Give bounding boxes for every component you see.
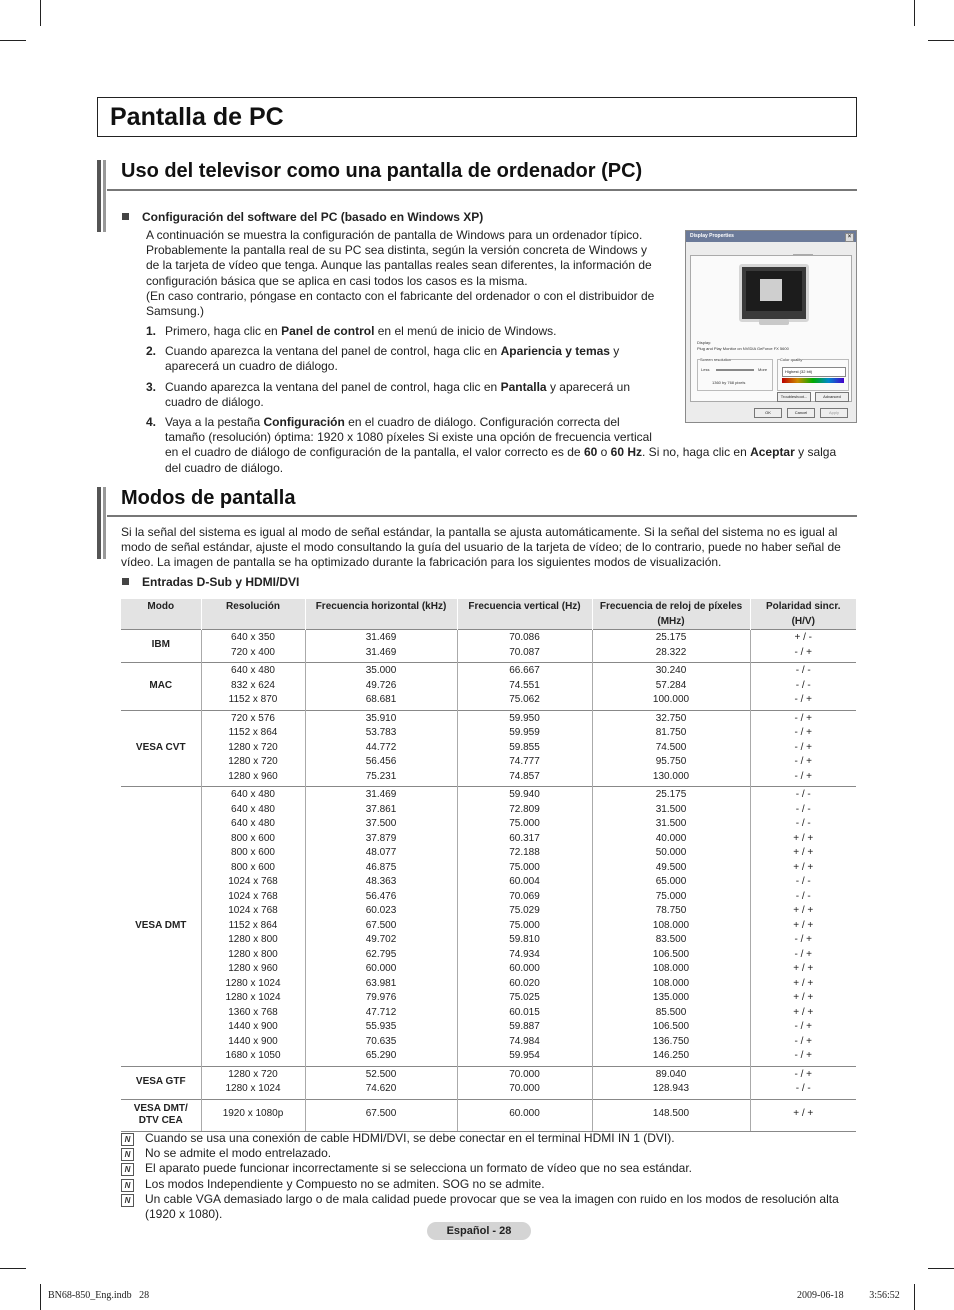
resolution-cell: 640 x 480 832 x 624 1152 x 870 bbox=[201, 663, 305, 711]
v-freq-cell: 66.667 74.551 75.062 bbox=[457, 663, 592, 711]
close-icon: × bbox=[845, 233, 854, 242]
advanced-button: Advanced bbox=[815, 392, 849, 402]
clock-cell: 30.240 57.284 100.000 bbox=[592, 663, 750, 711]
polarity-cell: - / + - / - bbox=[750, 1066, 856, 1099]
polarity-cell: + / - - / + bbox=[750, 630, 856, 663]
mode-cell: MAC bbox=[121, 663, 201, 711]
crop-mark bbox=[928, 1268, 954, 1269]
mode-cell: VESA DMT bbox=[121, 787, 201, 1067]
column-header: Resolución bbox=[201, 599, 305, 630]
clock-cell: 89.040 128.943 bbox=[592, 1066, 750, 1099]
intro-paragraph: A continuación se muestra la configuración de pantalla de Windows para un ordenador típico. Probablemente la pantalla real de su PC sea distinta, según la versión concreta de Windows y de la tarjeta de vídeo que tenga. Aunque las pantallas reales sean diferentes, la información de configuración básica que se aplica en casi todos los casos es la misma. (En caso contrario, póngase en contacto con el fabricante del ordenador o con el distribuidor de Samsung.) bbox=[146, 228, 655, 319]
mode-cell: VESA DMT/ DTV CEA bbox=[121, 1099, 201, 1131]
resolution-cell: 1920 x 1080p bbox=[201, 1099, 305, 1131]
display-properties-dialog bbox=[685, 230, 857, 423]
modes-paragraph: Si la señal del sistema es igual al modo de señal estándar, la pantalla se ajusta automáticamente. Si la señal del sistema no es igual al modo de señal estándar, ajuste el modo consultando la guía del usuario de la tarjeta de vídeo; de lo contrario, puede no haber señal de vídeo. La imagen de pantalla se ha optimizado durante la fabricación para los siguientes modos de visualización. bbox=[121, 525, 841, 570]
polarity-cell: + / + bbox=[750, 1099, 856, 1131]
v-freq-cell: 60.000 bbox=[457, 1099, 592, 1131]
crop-mark bbox=[914, 1284, 915, 1310]
square-bullet-icon bbox=[122, 213, 129, 220]
resolution-group: Screen resolution Less More 1360 by 768 pixels bbox=[697, 359, 773, 391]
monitor-icon bbox=[739, 264, 809, 322]
page-number: Español - 28 bbox=[427, 1222, 531, 1240]
column-header: Frecuencia vertical (Hz) bbox=[457, 599, 592, 630]
resolution-cell: 640 x 480 640 x 480 640 x 480 800 x 600 800 x 600 800 x 600 1024 x 768 1024 x 768 1024 x 768 1152 x 864 1280 x 800 1280 x 800 1280 x 960 1280 x 1024 1280 x 1024 1360 x 768 1440 x 900 1440 x 900 1680 x 1050 bbox=[201, 787, 305, 1067]
table-header-row bbox=[121, 599, 856, 630]
column-header: Frecuencia de reloj de píxeles (MHz) bbox=[592, 599, 750, 630]
step-2: 2. Cuando aparezca la ventana del panel de control, haga clic en Apariencia y temas y aparecerá un cuadro de diálogo. bbox=[146, 344, 620, 374]
page-title-box bbox=[97, 97, 857, 137]
section-title: Uso del televisor como una pantalla de ordenador (PC) bbox=[121, 160, 643, 182]
display-label: Display: bbox=[697, 340, 712, 345]
resolution-cell: 720 x 576 1152 x 864 1280 x 720 1280 x 720 1280 x 960 bbox=[201, 710, 305, 787]
crop-mark bbox=[0, 40, 26, 41]
apply-button: Apply bbox=[820, 408, 848, 418]
section-title: Modos de pantalla bbox=[121, 487, 296, 509]
h-freq-cell: 35.910 53.783 44.772 56.456 75.231 bbox=[305, 710, 457, 787]
polarity-cell: - / - - / - - / + bbox=[750, 663, 856, 711]
polarity-cell: - / - - / - - / - + / + + / + + / + - / - - / - + / + + / + - / + - / + + / + + / + + / + + / + - / + - / + - / + bbox=[750, 787, 856, 1067]
dialog-tabs bbox=[690, 246, 814, 255]
mode-cell: IBM bbox=[121, 630, 201, 663]
clock-cell: 25.175 31.500 31.500 40.000 50.000 49.500 65.000 75.000 78.750 108.000 83.500 106.500 108.000 108.000 135.000 85.500 106.500 136.750 146.250 bbox=[592, 787, 750, 1067]
display-modes-table bbox=[121, 599, 856, 1132]
resolution-cell: 1280 x 720 1280 x 1024 bbox=[201, 1066, 305, 1099]
sub-heading: Configuración del software del PC (basado en Windows XP) bbox=[122, 210, 483, 225]
monitor-stand bbox=[759, 319, 789, 325]
clock-cell: 25.175 28.322 bbox=[592, 630, 750, 663]
resolution-slider bbox=[716, 369, 754, 371]
table-row bbox=[121, 710, 856, 787]
footer-date: 2009-06-18    3:56:52 bbox=[797, 1290, 900, 1301]
footer-file: BN68-850_Eng.indb 28 bbox=[48, 1290, 150, 1301]
clock-cell: 148.500 bbox=[592, 1099, 750, 1131]
heading-bar bbox=[103, 160, 106, 232]
heading-bar bbox=[97, 487, 101, 559]
note-icon: N bbox=[121, 1179, 134, 1192]
square-bullet-icon bbox=[122, 578, 129, 585]
ok-button: OK bbox=[754, 408, 782, 418]
heading-bar bbox=[103, 487, 106, 559]
color-bar bbox=[782, 378, 844, 383]
h-freq-cell: 67.500 bbox=[305, 1099, 457, 1131]
mode-cell: VESA GTF bbox=[121, 1066, 201, 1099]
mode-cell: VESA CVT bbox=[121, 710, 201, 787]
clock-cell: 32.750 81.750 74.500 95.750 130.000 bbox=[592, 710, 750, 787]
note-icon: N bbox=[121, 1148, 134, 1161]
column-header: Polaridad sincr. (H/V) bbox=[750, 599, 856, 630]
resolution-cell: 640 x 350 720 x 400 bbox=[201, 630, 305, 663]
table-row bbox=[121, 1066, 856, 1099]
table-row bbox=[121, 1099, 856, 1131]
h-freq-cell: 52.500 74.620 bbox=[305, 1066, 457, 1099]
inputs-sub-heading: Entradas D-Sub y HDMI/DVI bbox=[122, 575, 299, 590]
note-icon: N bbox=[121, 1163, 134, 1176]
table-row bbox=[121, 663, 856, 711]
cancel-button: Cancel bbox=[787, 408, 815, 418]
column-header: Frecuencia horizontal (kHz) bbox=[305, 599, 457, 630]
v-freq-cell: 70.000 70.000 bbox=[457, 1066, 592, 1099]
crop-mark bbox=[40, 0, 41, 26]
column-header: Modo bbox=[121, 599, 201, 630]
settings-panel bbox=[690, 255, 852, 402]
troubleshoot-button: Troubleshoot... bbox=[777, 392, 811, 402]
h-freq-cell: 35.000 49.726 68.681 bbox=[305, 663, 457, 711]
crop-mark bbox=[928, 40, 954, 41]
page-title: Pantalla de PC bbox=[110, 103, 284, 131]
note-icon: N bbox=[121, 1133, 134, 1146]
heading-rule bbox=[107, 515, 857, 517]
heading-bar bbox=[97, 160, 101, 232]
color-group: Color quality Highest (32 bit) bbox=[777, 359, 849, 391]
h-freq-cell: 31.469 37.861 37.500 37.879 48.077 46.875 48.363 56.476 60.023 67.500 49.702 62.795 60.000 63.981 79.976 47.712 55.935 70.635 65.290 bbox=[305, 787, 457, 1067]
display-value: Plug and Play Monitor on NVIDIA GeForce FX 5600 bbox=[697, 346, 789, 351]
v-freq-cell: 59.940 72.809 75.000 60.317 72.188 75.000 60.004 70.069 75.029 75.000 59.810 74.934 60.000 60.020 75.025 60.015 59.887 74.984 59.954 bbox=[457, 787, 592, 1067]
table-row bbox=[121, 787, 856, 1067]
heading-rule bbox=[107, 189, 857, 191]
step-4: 4. Vaya a la pestaña Configuración en el cuadro de diálogo. Configuración correcta del tamaño (resolución) óptima: 1920 x 1080 píxeles Si existe una opción de frecuencia vertical en el cuadro de diálogo de configuración de la pantalla, el valor correcto es de 60 o 60 Hz. Si no, haga clic en Aceptar y salga del cuadro de diálogo. bbox=[146, 415, 837, 475]
step-3: 3. Cuando aparezca la ventana del panel de control, haga clic en Pantalla y aparecerá un cuadro de diálogo. bbox=[146, 380, 630, 410]
v-freq-cell: 59.950 59.959 59.855 74.777 74.857 bbox=[457, 710, 592, 787]
polarity-cell: - / + - / + - / + - / + - / + bbox=[750, 710, 856, 787]
color-quality-select: Highest (32 bit) bbox=[782, 367, 846, 377]
crop-mark bbox=[914, 0, 915, 26]
v-freq-cell: 70.086 70.087 bbox=[457, 630, 592, 663]
note-icon: N bbox=[121, 1194, 134, 1207]
h-freq-cell: 31.469 31.469 bbox=[305, 630, 457, 663]
crop-mark bbox=[40, 1284, 41, 1310]
dialog-titlebar: Display Properties × bbox=[686, 231, 856, 242]
crop-mark bbox=[0, 1268, 26, 1269]
table-row bbox=[121, 630, 856, 663]
